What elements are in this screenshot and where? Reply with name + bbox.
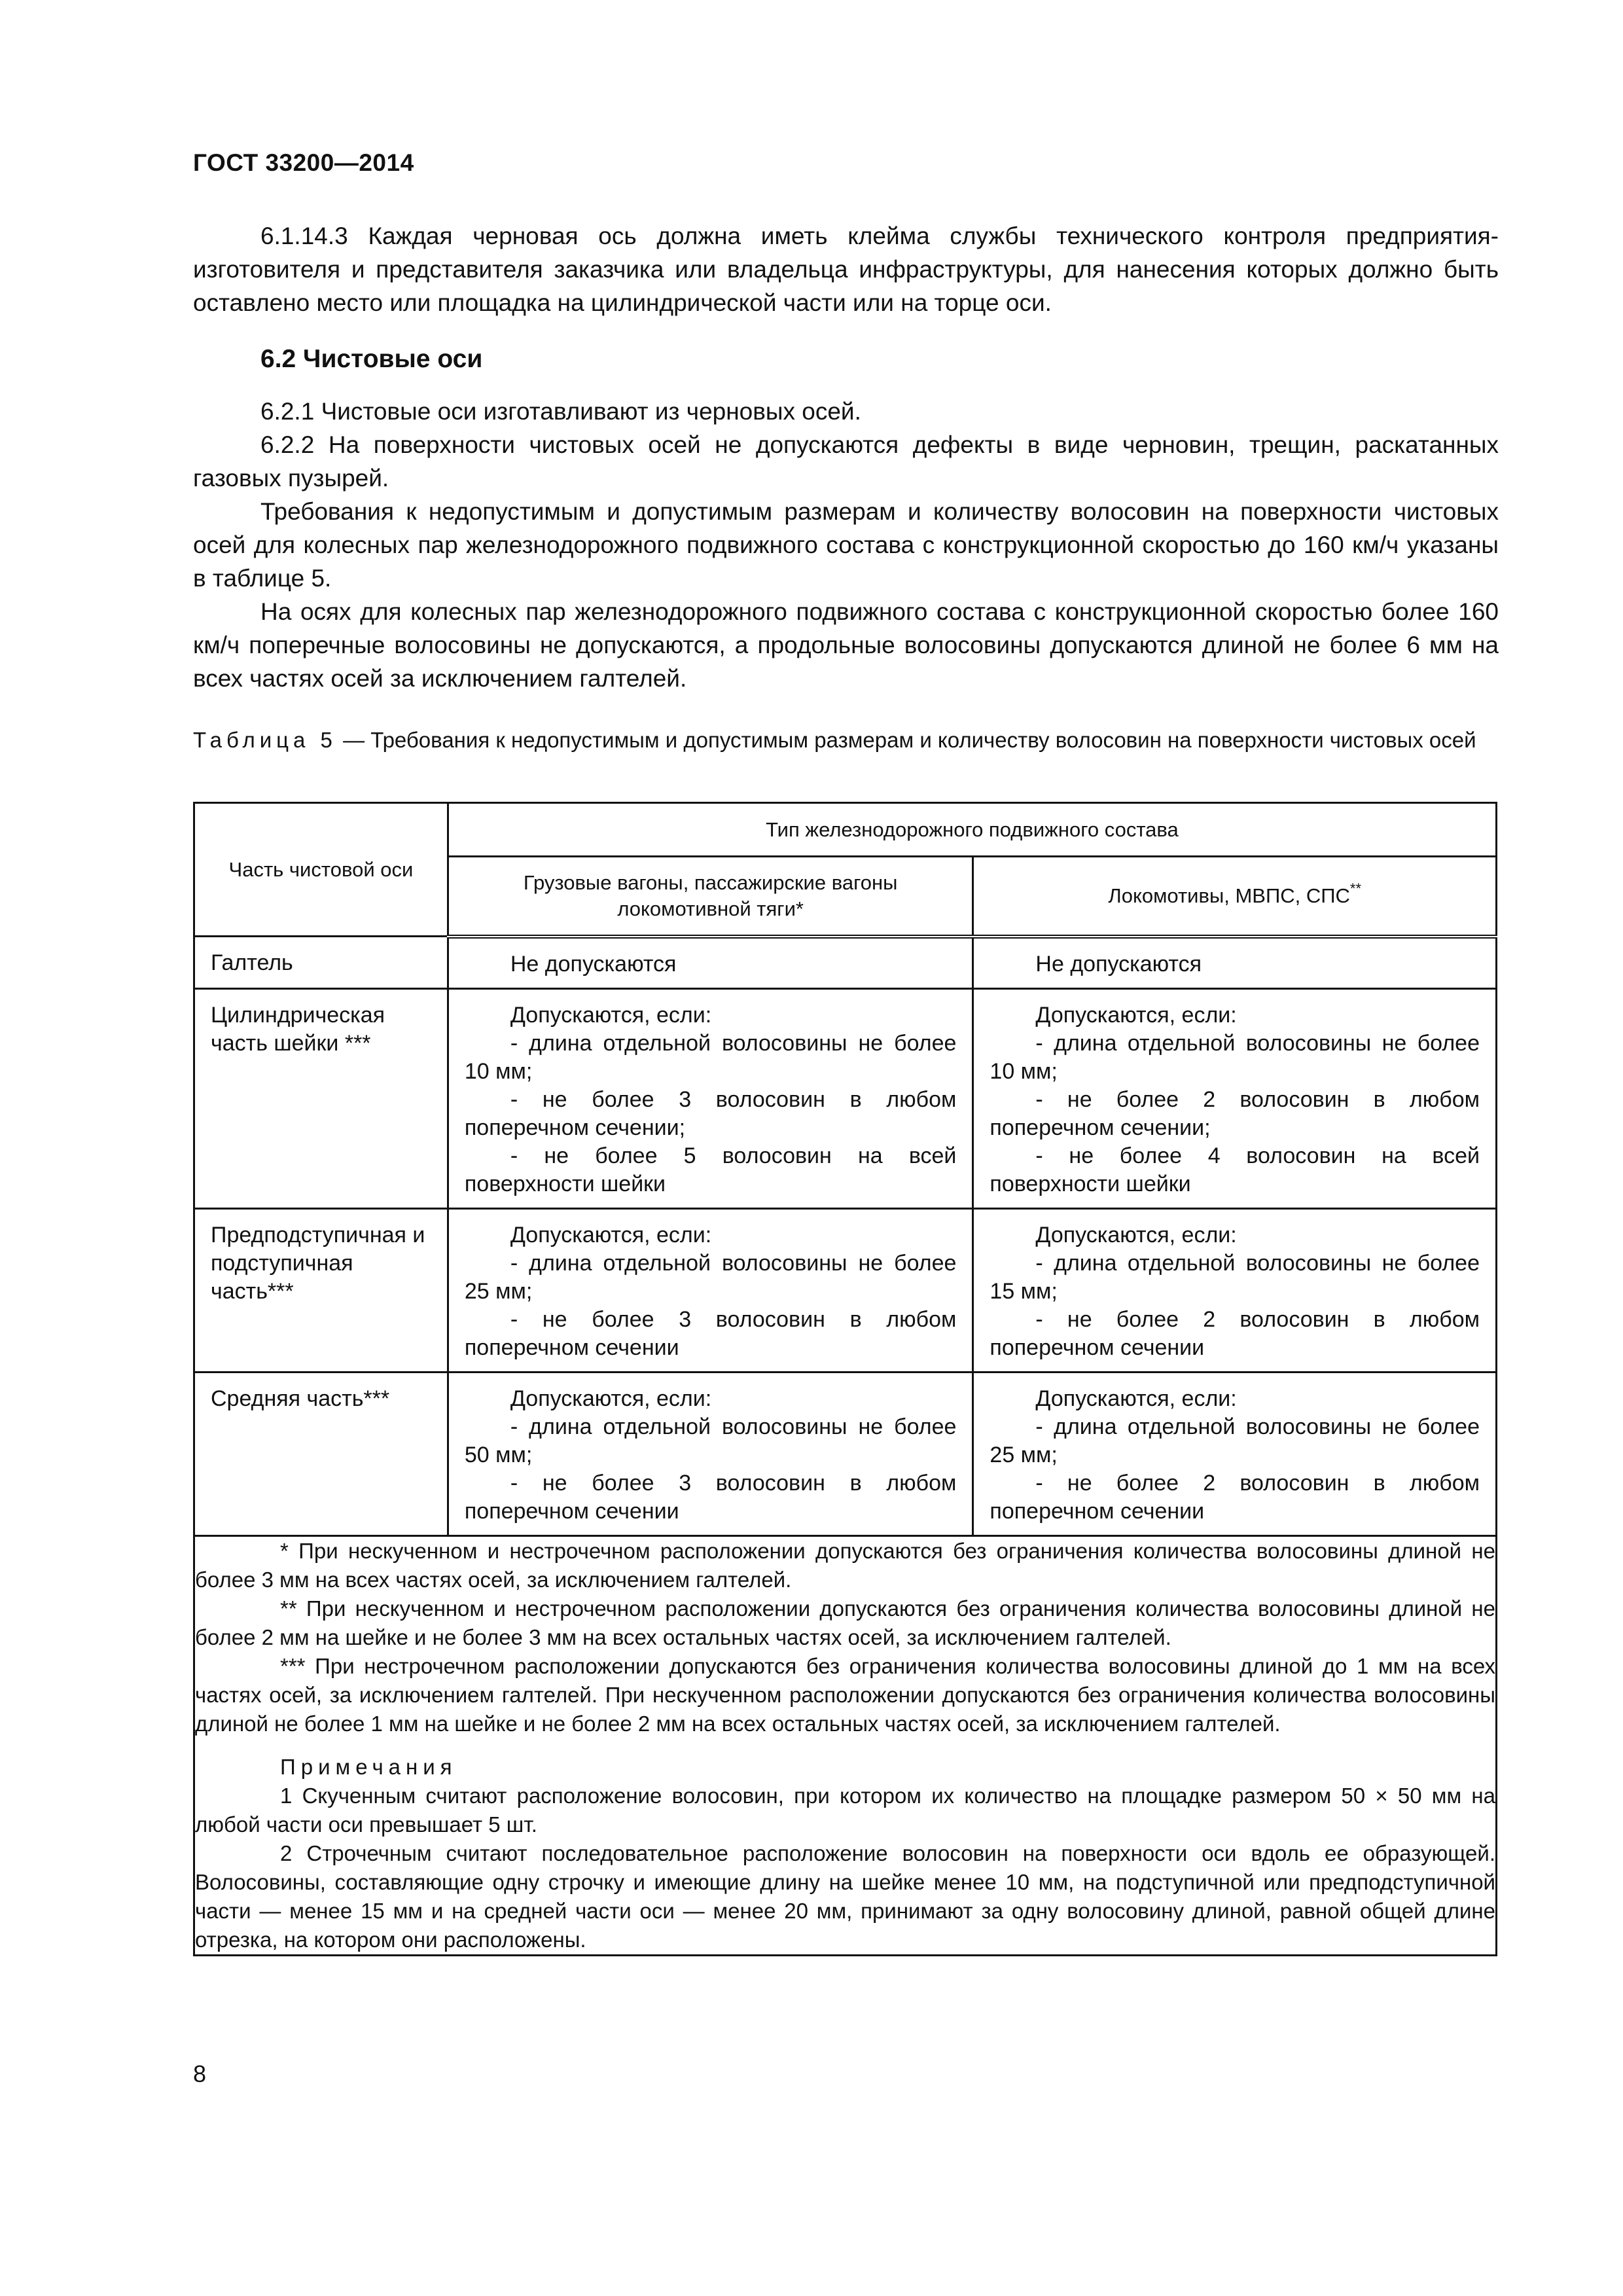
section-heading-6-2: 6.2 Чистовые оси <box>260 345 483 373</box>
table-caption <box>193 725 1499 755</box>
footnotes <box>195 1537 1495 1738</box>
table-row <box>194 1208 1497 1372</box>
header-rolling-stock-type: Тип железнодорожного подвижного состава <box>448 803 1496 857</box>
paragraph-6-1-14-3 <box>193 219 1499 319</box>
notes-title: Примечания <box>280 1754 457 1779</box>
header-part: Часть чистовой оси <box>194 803 448 937</box>
page-number: 8 <box>193 2060 207 2087</box>
paragraph-6-2-1: 6.2.1 Чистовые оси изготавливают из черновых осей. <box>260 398 861 425</box>
cell-freight: Допускаются, если: - длина отдельной волосовины не более 25 мм; - не более 3 волосовин в любом поперечном сечении <box>448 1208 973 1372</box>
cell-part: Предподступичная и подступичная часть*** <box>194 1208 448 1372</box>
section-6-2-body <box>193 395 1499 695</box>
table-row <box>194 1372 1497 1535</box>
cell-part: Цилиндрическая часть шейки *** <box>194 988 448 1208</box>
note: 1 Скученным считают расположение волосовин, при котором их количество на площадке размером 50 × 50 мм на любой части оси превышает 5 шт. <box>195 1783 1495 1837</box>
cell-part: Галтель <box>194 937 448 989</box>
table-5 <box>193 802 1497 1956</box>
cell-freight: Допускаются, если: - длина отдельной волосовины не более 50 мм; - не более 3 волосовин в любом поперечном сечении <box>448 1372 973 1535</box>
table-row <box>194 937 1497 989</box>
table-notes <box>194 1535 1497 1955</box>
table-body <box>194 937 1497 1536</box>
table-caption-text: — Требования к недопустимым и допустимым размерам и количеству волосовин на поверхности чистовых осей <box>336 728 1476 752</box>
cell-loco: Допускаются, если: - длина отдельной волосовины не более 10 мм; - не более 2 волосовин в любом поперечном сечении; - не более 4 волосовин на всей поверхности шейки <box>973 988 1497 1208</box>
cell-freight: Не допускаются <box>448 937 973 989</box>
cell-loco: Допускаются, если: - длина отдельной волосовины не более 25 мм; - не более 2 волосовин в любом поперечном сечении <box>973 1372 1497 1535</box>
header-freight: Грузовые вагоны, пассажирские вагоны локомотивной тяги* <box>448 857 973 937</box>
cell-part: Средняя часть*** <box>194 1372 448 1535</box>
cell-loco: Не допускаются <box>973 937 1497 989</box>
footnote: *** При нестрочечном расположении допускаются без ограничения количества волосовины длиной до 1 мм на всех частях осей, за исключением галтелей. При нескученном расположении допускаются без ограничения количества волосовины длиной не более 1 мм на шейке и не более 2 мм на всех остальных частях осей, за исключением галтелей. <box>195 1653 1495 1736</box>
notes-list <box>195 1782 1495 1954</box>
footnote: * При нескученном и нестрочечном расположении допускаются без ограничения количества волосовины длиной не более 3 мм на всех частях осей, за исключением галтелей. <box>195 1538 1495 1592</box>
cell-loco: Допускаются, если: - длина отдельной волосовины не более 15 мм; - не более 2 волосовин в любом поперечном сечении <box>973 1208 1497 1372</box>
table-caption-label: Таблица 5 <box>193 728 337 752</box>
table-row <box>194 988 1497 1208</box>
header-locomotives: Локомотивы, МВПС, СПС** <box>973 857 1497 937</box>
paragraph-text: 6.1.14.3 Каждая черновая ось должна иметь клейма службы технического контроля предприятия-изготовителя и представителя заказчика или владельца инфраструктуры, для нанесения которых должно быть оставлено место или площадка на цилиндрической части или на торце оси. <box>193 223 1499 316</box>
paragraph-over-160: На осях для колесных пар железнодорожного подвижного состава с конструкционной скоростью более 160 км/ч поперечные волосовины не допускаются, а продольные волосовины допускаются длиной не более 6 мм на всех частях осей за исключением галтелей. <box>193 598 1499 692</box>
note: 2 Строчечным считают последовательное расположение волосовин на поверхности оси вдоль ее образующей. Волосовины, составляющие одну строчку и имеющие длину на шейке менее 10 мм, на подступичной или предподступичной части — менее 15 мм и на средней части оси — менее 20 мм, принимают за одну волосовину длиной, равной общей длине отрезка, на котором они расположены. <box>195 1840 1495 1952</box>
paragraph-requirements: Требования к недопустимым и допустимым размерам и количеству волосовин на поверхности чистовых осей для колесных пар железнодорожного подвижного состава с конструкционной скоростью до 160 км/ч указаны в таблице 5. <box>193 498 1499 592</box>
paragraph-6-2-2: 6.2.2 На поверхности чистовых осей не допускаются дефекты в виде черновин, трещин, раскатанных газовых пузырей. <box>193 431 1499 492</box>
standard-designation: ГОСТ 33200—2014 <box>193 149 414 176</box>
footnote: ** При нескученном и нестрочечном расположении допускаются без ограничения количества волосовины длиной не более 2 мм на шейке и не более 3 мм на всех остальных частях осей, за исключением галтелей. <box>195 1596 1495 1649</box>
header-locomotives-footnote-mark: ** <box>1349 880 1362 897</box>
cell-freight: Допускаются, если: - длина отдельной волосовины не более 10 мм; - не более 3 волосовин в любом поперечном сечении; - не более 5 волосовин на всей поверхности шейки <box>448 988 973 1208</box>
